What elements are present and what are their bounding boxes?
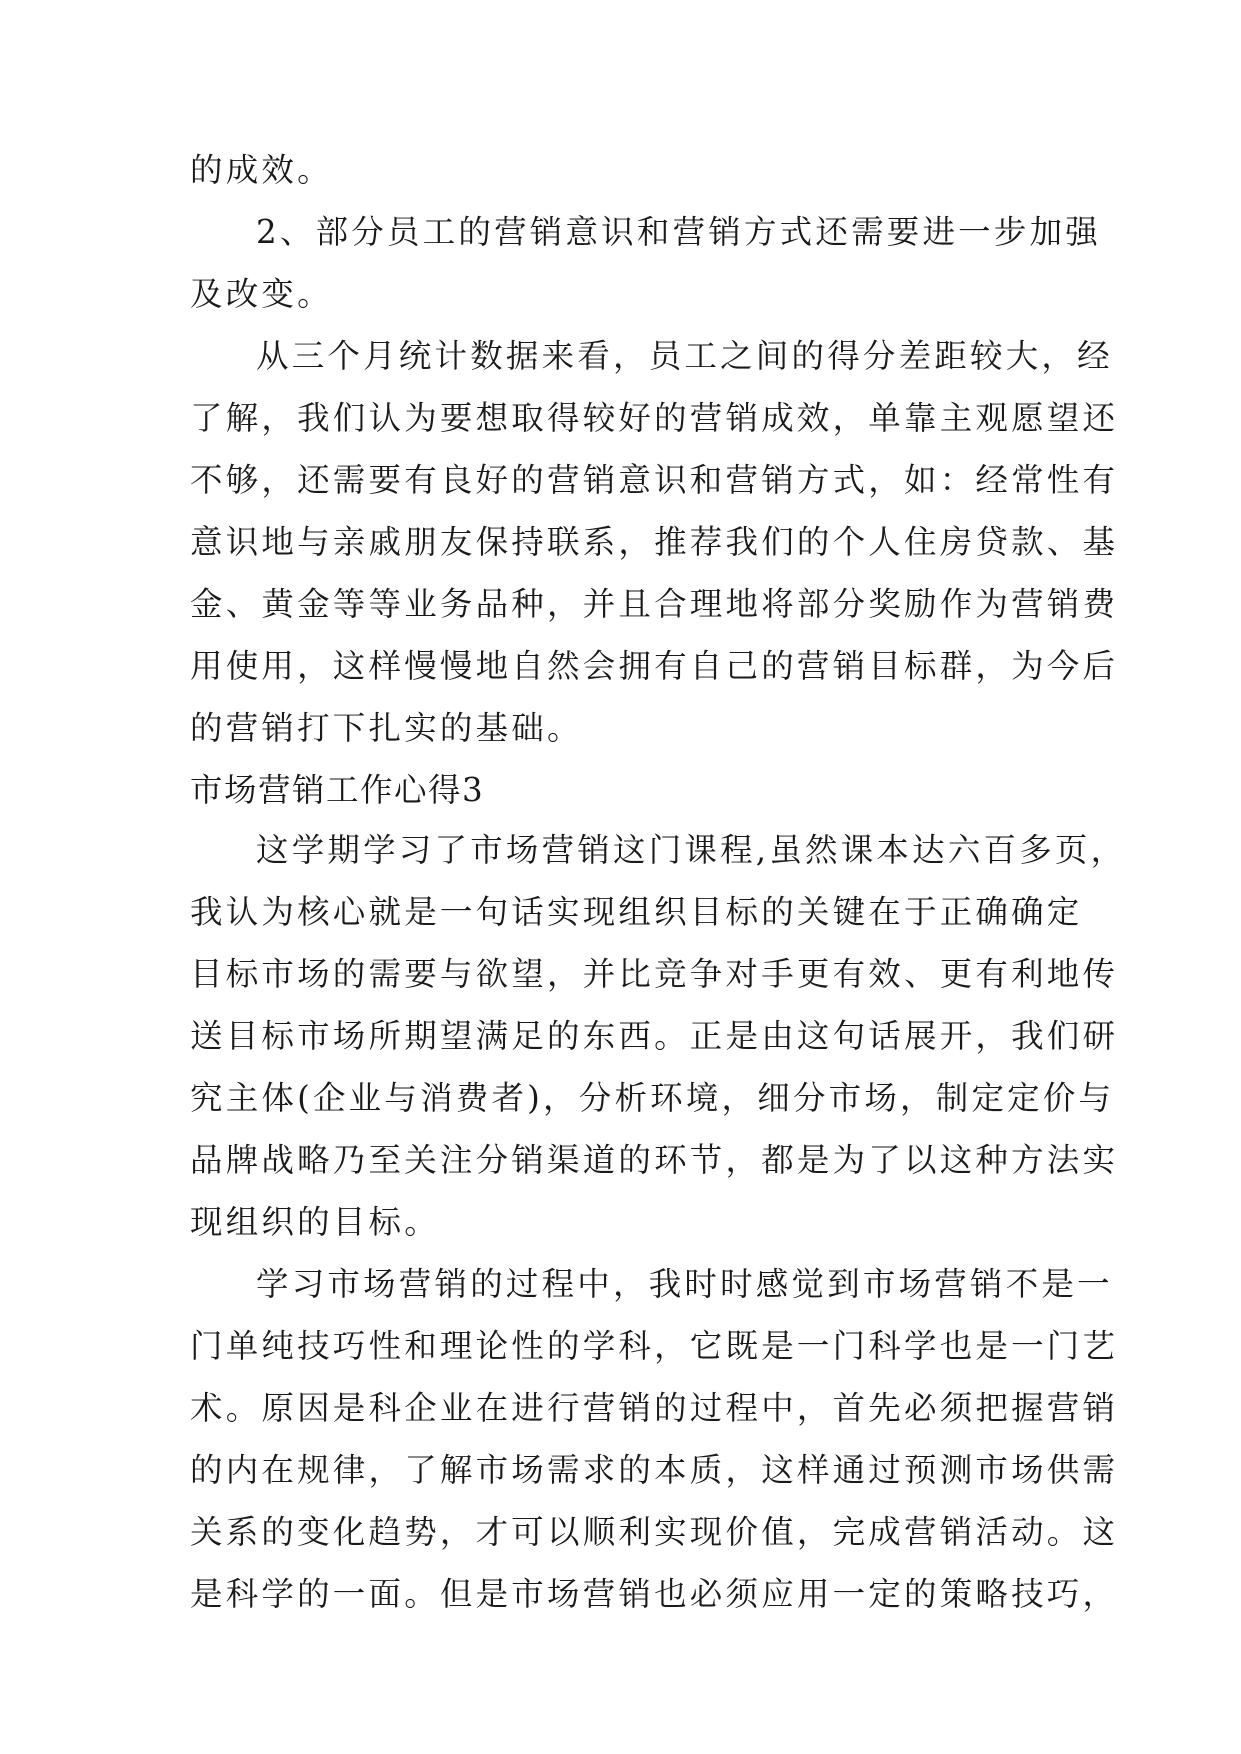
paragraph-line: 是科学的一面。但是市场营销也必须应用一定的策略技巧， [190,1575,1119,1613]
paragraph-line: 不够，还需要有良好的营销意识和营销方式，如：经常性有 [190,461,1119,499]
paragraph-line: 现组织的目标。 [190,1203,440,1241]
paragraph-line: 2、部分员工的营销意识和营销方式还需要进一步加强 [256,213,1101,251]
paragraph-line: 及改变。 [190,275,333,313]
paragraph-line: 用使用，这样慢慢地自然会拥有自己的营销目标群，为今后 [190,647,1119,685]
paragraph-line: 送目标市场所期望满足的东西。正是由这句话展开，我们研 [190,1017,1119,1055]
paragraph-line: 究主体(企业与消费者)，分析环境，细分市场，制定定价与 [190,1079,1115,1117]
paragraph-line: 品牌战略乃至关注分销渠道的环节，都是为了以这种方法实 [190,1141,1119,1179]
paragraph-line: 的成效。 [190,151,333,189]
document-page [190,150,1127,1636]
paragraph-line: 意识地与亲戚朋友保持联系，推荐我们的个人住房贷款、基 [190,523,1119,561]
paragraph-line: 目标市场的需要与欲望，并比竞争对手更有效、更有利地传 [190,955,1119,993]
paragraph-line: 的营销打下扎实的基础。 [190,709,583,747]
section-heading: 市场营销工作心得3 [190,771,485,809]
paragraph-line: 学习市场营销的过程中，我时时感觉到市场营销不是一 [256,1265,1113,1303]
paragraph-line: 这学期学习了市场营销这门课程,虽然课本达六百多页， [256,831,1127,869]
paragraph-line: 从三个月统计数据来看，员工之间的得分差距较大，经 [256,337,1113,375]
paragraph-line: 门单纯技巧性和理论性的学科，它既是一门科学也是一门艺 [190,1327,1119,1365]
paragraph-line: 的内在规律，了解市场需求的本质，这样通过预测市场供需 [190,1451,1119,1489]
paragraph-line: 关系的变化趋势，才可以顺利实现价值，完成营销活动。这 [190,1513,1119,1551]
paragraph-line: 金、黄金等等业务品种，并且合理地将部分奖励作为营销费 [190,585,1119,623]
paragraph-line: 了解，我们认为要想取得较好的营销成效，单靠主观愿望还 [190,399,1119,437]
paragraph-line: 我认为核心就是一句话实现组织目标的关键在于正确确定 [190,893,1083,931]
paragraph-line: 术。原因是科企业在进行营销的过程中，首先必须把握营销 [190,1389,1119,1427]
